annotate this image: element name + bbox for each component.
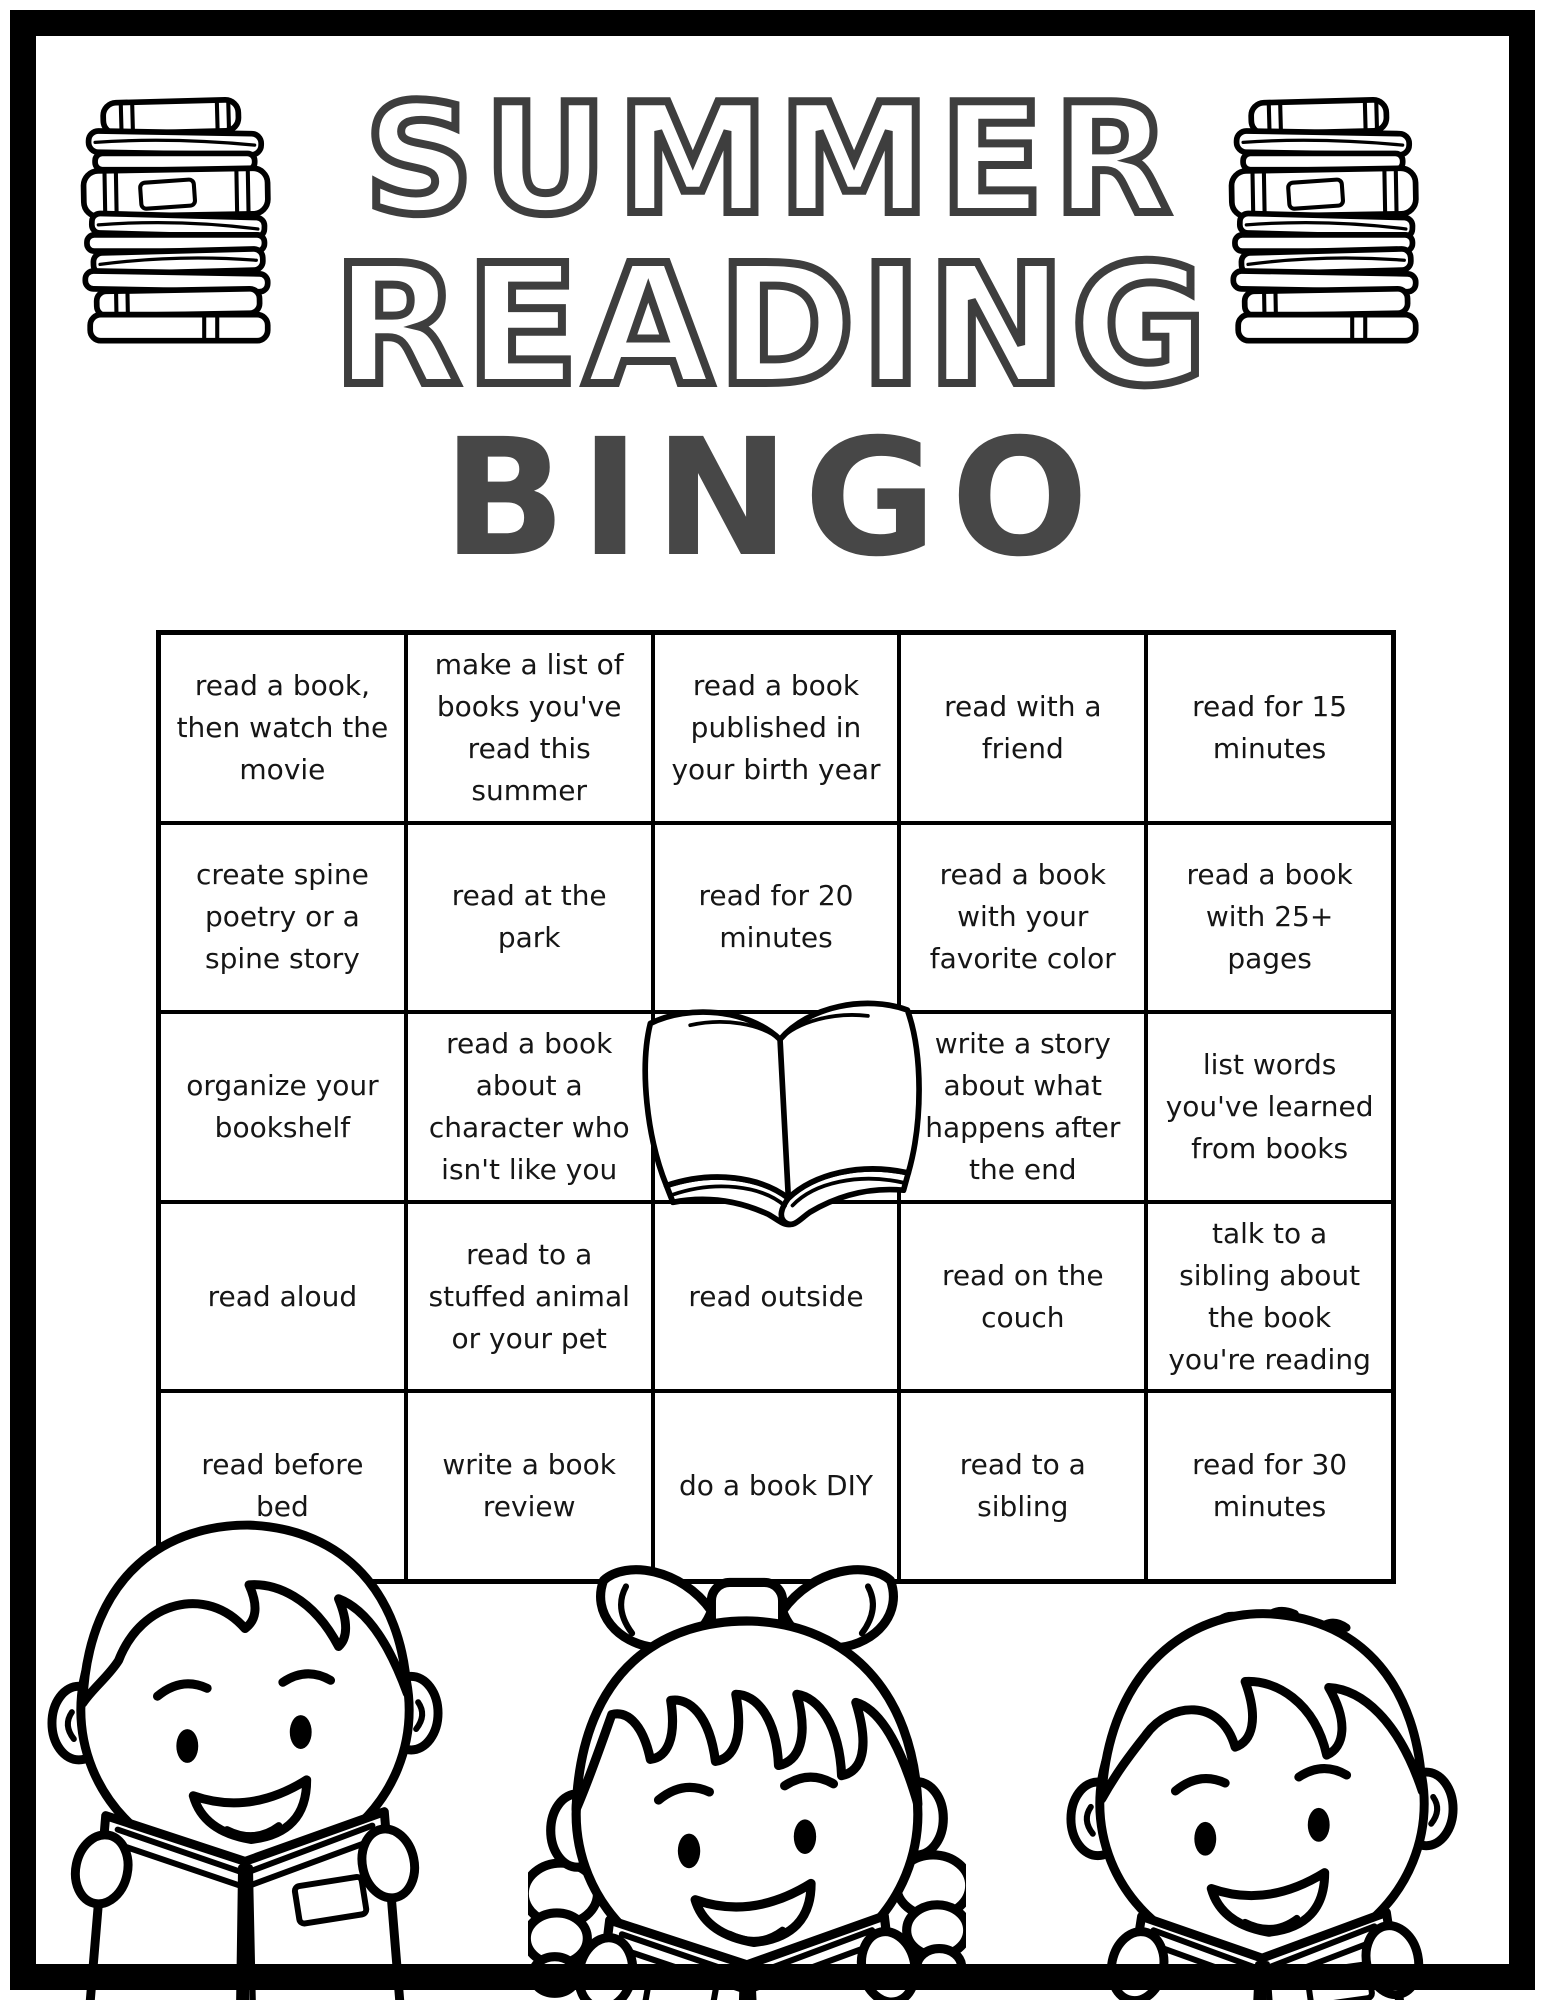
bingo-cell [899, 633, 1146, 823]
bingo-cell-label: read to a sibling [959, 1448, 1086, 1524]
bingo-cell-label: write a story about what happens after the end [925, 1026, 1121, 1186]
bingo-cell [653, 1391, 900, 1581]
bingo-cell-label: read for 30 minutes [1192, 1448, 1348, 1524]
bingo-cell-label: read with a friend [944, 689, 1102, 765]
bingo-cell [653, 633, 900, 823]
title-line-summer: SUMMER [364, 71, 1181, 248]
bingo-cell [1146, 1202, 1393, 1392]
bingo-cell [899, 1391, 1146, 1581]
bingo-cell-label: organize your bookshelf [186, 1068, 379, 1144]
bingo-cell [653, 823, 900, 1013]
bingo-cell-label: create spine poetry or a spine story [195, 858, 369, 976]
bingo-cell-label: read a book, then watch the movie [176, 668, 389, 786]
bingo-cell [899, 1202, 1146, 1392]
bingo-cell [159, 823, 406, 1013]
bingo-cell-label: make a list of books you've read this summer [434, 647, 624, 807]
bingo-cell-label: read outside [688, 1279, 864, 1313]
bingo-cell-label: write a book review [442, 1448, 616, 1524]
bingo-cell-label: read aloud [207, 1279, 358, 1313]
bingo-cell-label: read on the couch [941, 1258, 1104, 1334]
bingo-cell [159, 1202, 406, 1392]
bingo-cell [406, 823, 653, 1013]
bingo-cell-label: read before bed [201, 1448, 364, 1524]
title-line-bingo: BINGO [442, 405, 1103, 593]
bingo-cell-label: read to a stuffed animal or your pet [428, 1237, 630, 1355]
bingo-cell [1146, 1012, 1393, 1202]
bingo-cell-label: read a book published in your birth year [671, 668, 881, 786]
bingo-cell-label: read a book with 25+ pages [1186, 858, 1353, 976]
bingo-cell-label: read at the park [451, 879, 607, 955]
bingo-cell-label: read a book about a character who isn't like you [428, 1026, 630, 1186]
bingo-cell-label: read a book with your favorite color [929, 858, 1116, 976]
open-book-illustration [606, 983, 962, 1247]
bingo-cell-label: read for 20 minutes [698, 879, 854, 955]
bingo-cell [1146, 823, 1393, 1013]
bingo-cell-label: do a book DIY [679, 1469, 873, 1503]
bingo-cell [159, 1012, 406, 1202]
girl-reading-illustration-center [528, 1558, 966, 2000]
bingo-cell [406, 1202, 653, 1392]
boy-reading-illustration-left [46, 1478, 444, 2000]
title-line-reading: READING [332, 230, 1213, 423]
bingo-cell-label: list words you've learned from books [1165, 1047, 1374, 1165]
bingo-cell [1146, 633, 1393, 823]
bingo-cell-label: read for 15 minutes [1192, 689, 1348, 765]
bingo-cell [1146, 1391, 1393, 1581]
bingo-cell [159, 633, 406, 823]
boy-reading-illustration-right [1058, 1568, 1466, 2000]
bingo-cell [406, 633, 653, 823]
bingo-cell-label: talk to a sibling about the book you're reading [1168, 1216, 1371, 1376]
